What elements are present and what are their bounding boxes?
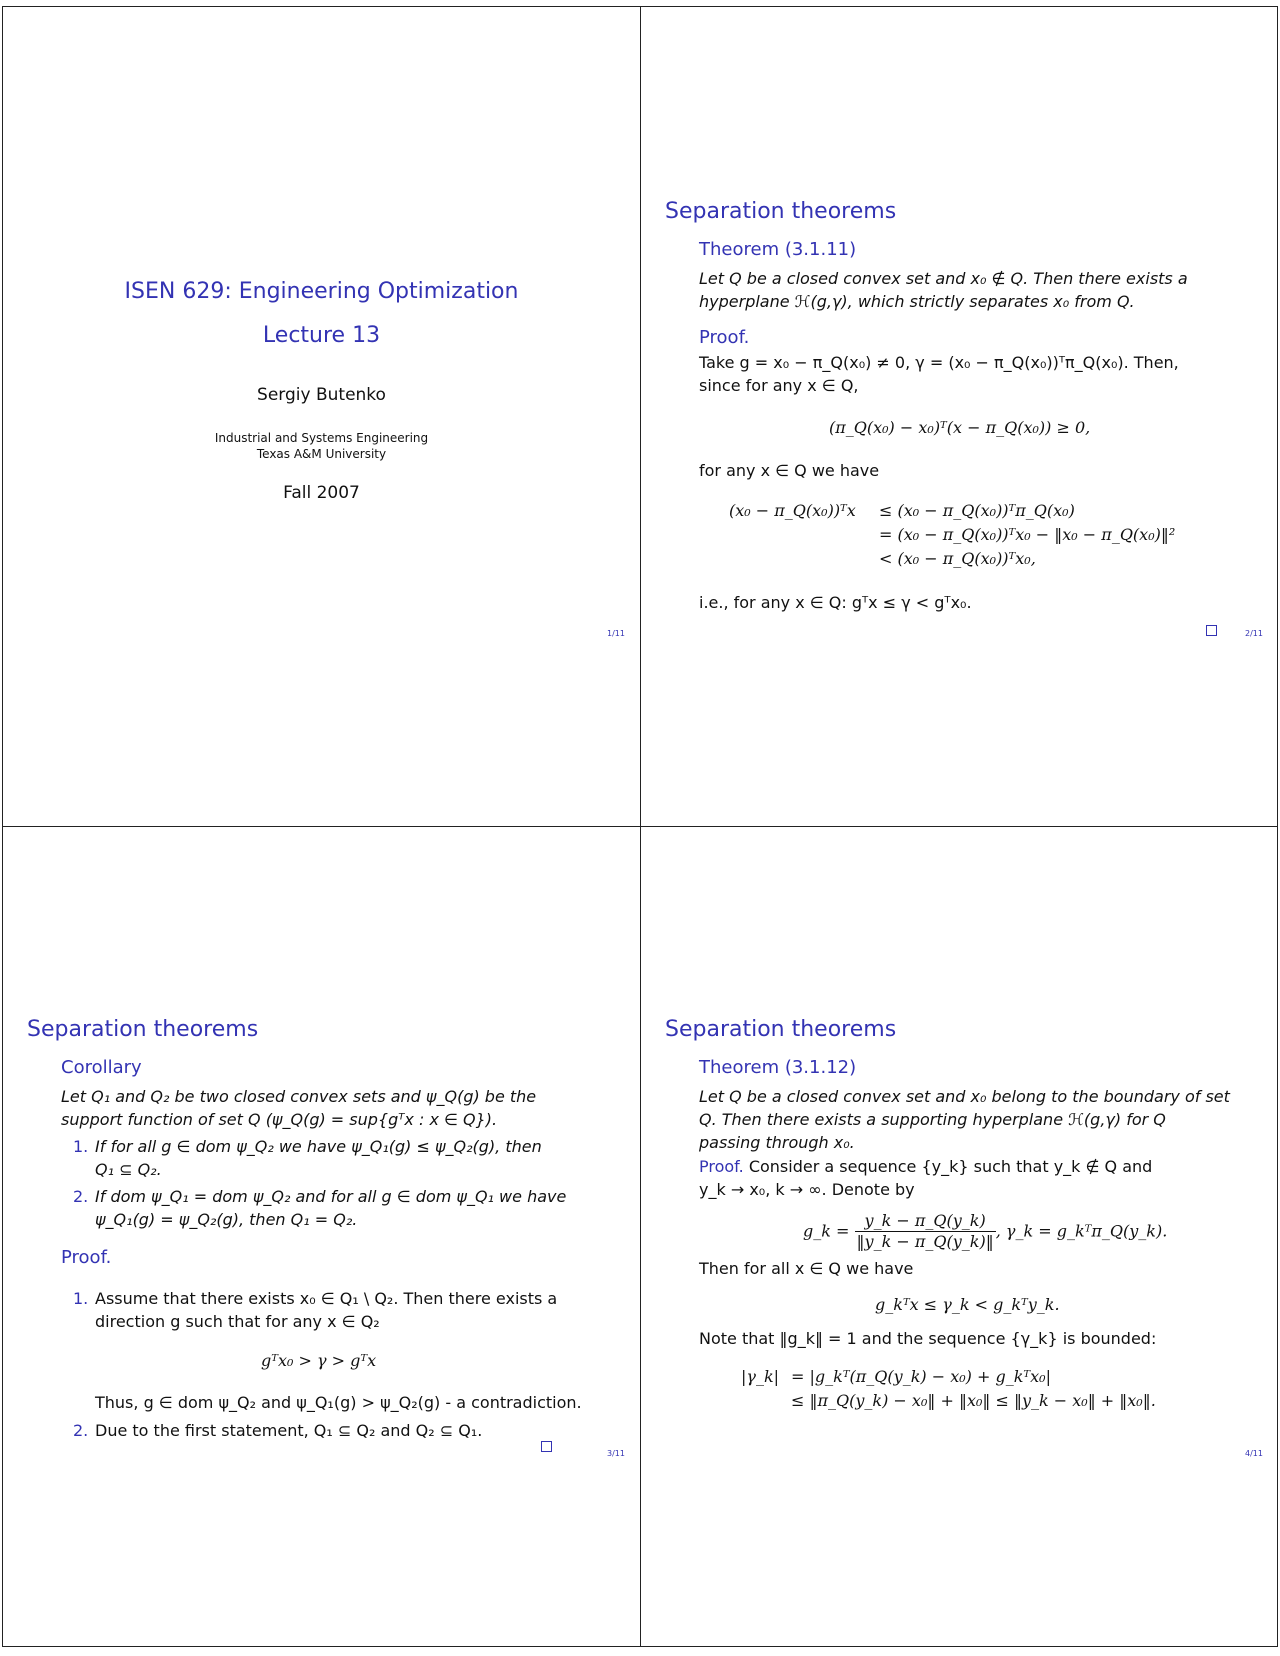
equation-row: = |g_kᵀ(π_Q(y_k) − x₀) + g_kᵀx₀|: [791, 1367, 1051, 1386]
equation-row: < (x₀ − π_Q(x₀))ᵀx₀,: [879, 549, 1036, 568]
list-item: 1. Assume that there exists x₀ ∈ Q₁ \ Q₂. Then there exists a: [73, 1289, 558, 1308]
equation-row: = (x₀ − π_Q(x₀))ᵀx₀ − ‖x₀ − π_Q(x₀)‖²: [879, 525, 1176, 544]
page-number: 3/11: [607, 1449, 625, 1458]
proof-title: Proof.: [699, 327, 750, 348]
slide-1-date: Fall 2007: [283, 483, 360, 503]
proof-line: Note that ‖g_k‖ = 1 and the sequence {γ_k} is bounded:: [699, 1329, 1157, 1348]
page-number: 2/11: [1245, 629, 1263, 638]
theorem-title: Theorem (3.1.11): [699, 239, 857, 260]
equation-row: ≤ ‖π_Q(y_k) − x₀‖ + ‖x₀‖ ≤ ‖y_k − x₀‖ + ‖x₀‖.: [791, 1391, 1156, 1410]
list-item-cont: Thus, g ∈ dom ψ_Q₂ and ψ_Q₁(g) > ψ_Q₂(g) - a contradiction.: [95, 1393, 582, 1412]
corollary-line: Let Q₁ and Q₂ be two closed convex sets and ψ_Q(g) be the: [61, 1087, 537, 1106]
list-item-cont: Q₁ ⊆ Q₂.: [95, 1160, 162, 1179]
theorem-line: passing through x₀.: [699, 1133, 855, 1152]
equation: gᵀx₀ > γ > gᵀx: [261, 1351, 377, 1370]
theorem-title: Theorem (3.1.12): [699, 1057, 857, 1078]
proof-line: Take g = x₀ − π_Q(x₀) ≠ 0, γ = (x₀ − π_Q(x₀))ᵀπ_Q(x₀). Then,: [699, 353, 1179, 372]
slide-1: [2, 6, 641, 827]
frame-title: Separation theorems: [665, 1017, 897, 1042]
slide-4: [640, 826, 1278, 1647]
equation: g_kᵀx ≤ γ_k < g_kᵀy_k.: [875, 1295, 1060, 1314]
frame-title: Separation theorems: [27, 1017, 259, 1042]
corollary-title: Corollary: [61, 1057, 142, 1078]
corollary-line: support function of set Q (ψ_Q(g) = sup{gᵀx : x ∈ Q}).: [61, 1110, 498, 1129]
slide-3: [2, 826, 641, 1647]
theorem-line: Q. Then there exists a supporting hyperplane ℋ(g,γ) for Q: [699, 1110, 1166, 1129]
proof-line: i.e., for any x ∈ Q: gᵀx ≤ γ < gᵀx₀.: [699, 593, 972, 612]
theorem-line: Let Q be a closed convex set and x₀ ∉ Q. Then there exists a: [699, 269, 1188, 288]
proof-line: Then for all x ∈ Q we have: [699, 1259, 914, 1278]
qed-icon: [541, 1441, 552, 1452]
slide-2: [640, 6, 1278, 827]
equation-lhs: |γ_k|: [741, 1367, 780, 1386]
list-item-cont: ψ_Q₁(g) = ψ_Q₂(g), then Q₁ = Q₂.: [95, 1210, 358, 1229]
proof-line: since for any x ∈ Q,: [699, 376, 859, 395]
qed-icon: [1206, 625, 1217, 636]
proof-title: Proof.: [699, 1157, 744, 1176]
slide-1-institute-line1: Industrial and Systems Engineering: [214, 431, 429, 445]
equation: (π_Q(x₀) − x₀)ᵀ(x − π_Q(x₀)) ≥ 0,: [829, 418, 1091, 437]
page-number: 4/11: [1245, 1449, 1263, 1458]
list-item: 2. If dom ψ_Q₁ = dom ψ_Q₂ and for all g ∈ dom ψ_Q₁ we have: [73, 1187, 567, 1206]
proof-line: y_k → x₀, k → ∞. Denote by: [699, 1180, 915, 1199]
slide-1-institute-line2: Texas A&M University: [256, 447, 387, 461]
proof-line: for any x ∈ Q we have: [699, 461, 880, 480]
equation-lhs: (x₀ − π_Q(x₀))ᵀx: [729, 501, 856, 520]
slide-1-author: Sergiy Butenko: [257, 385, 386, 405]
page-number: 1/11: [607, 629, 625, 638]
list-item: 1. If for all g ∈ dom ψ_Q₂ we have ψ_Q₁(g) ≤ ψ_Q₂(g), then: [73, 1137, 542, 1156]
proof-title: Proof.: [61, 1247, 112, 1268]
equation-row: ≤ (x₀ − π_Q(x₀))ᵀπ_Q(x₀): [879, 501, 1075, 520]
frame-title: Separation theorems: [665, 199, 897, 224]
list-item-cont: direction g such that for any x ∈ Q₂: [95, 1312, 380, 1331]
equation-gk: g_k = $\frac{y\_k - \pi\_Q(y\_k)}{‖y\_k - \pi\_Q(y\_k)‖}$ , γ_k = g_kᵀπ_Q(y_k).: [803, 1211, 1168, 1251]
proof-line: Proof. Consider a sequence {y_k} such that y_k ∉ Q and: [699, 1157, 1153, 1176]
theorem-line: hyperplane ℋ(g,γ), which strictly separates x₀ from Q.: [699, 292, 1135, 311]
slide-1-subtitle: Lecture 13: [262, 323, 381, 348]
list-item: 2. Due to the first statement, Q₁ ⊆ Q₂ and Q₂ ⊆ Q₁.: [73, 1421, 483, 1440]
slide-1-title: ISEN 629: Engineering Optimization: [124, 279, 519, 304]
theorem-line: Let Q be a closed convex set and x₀ belong to the boundary of set: [699, 1087, 1230, 1106]
